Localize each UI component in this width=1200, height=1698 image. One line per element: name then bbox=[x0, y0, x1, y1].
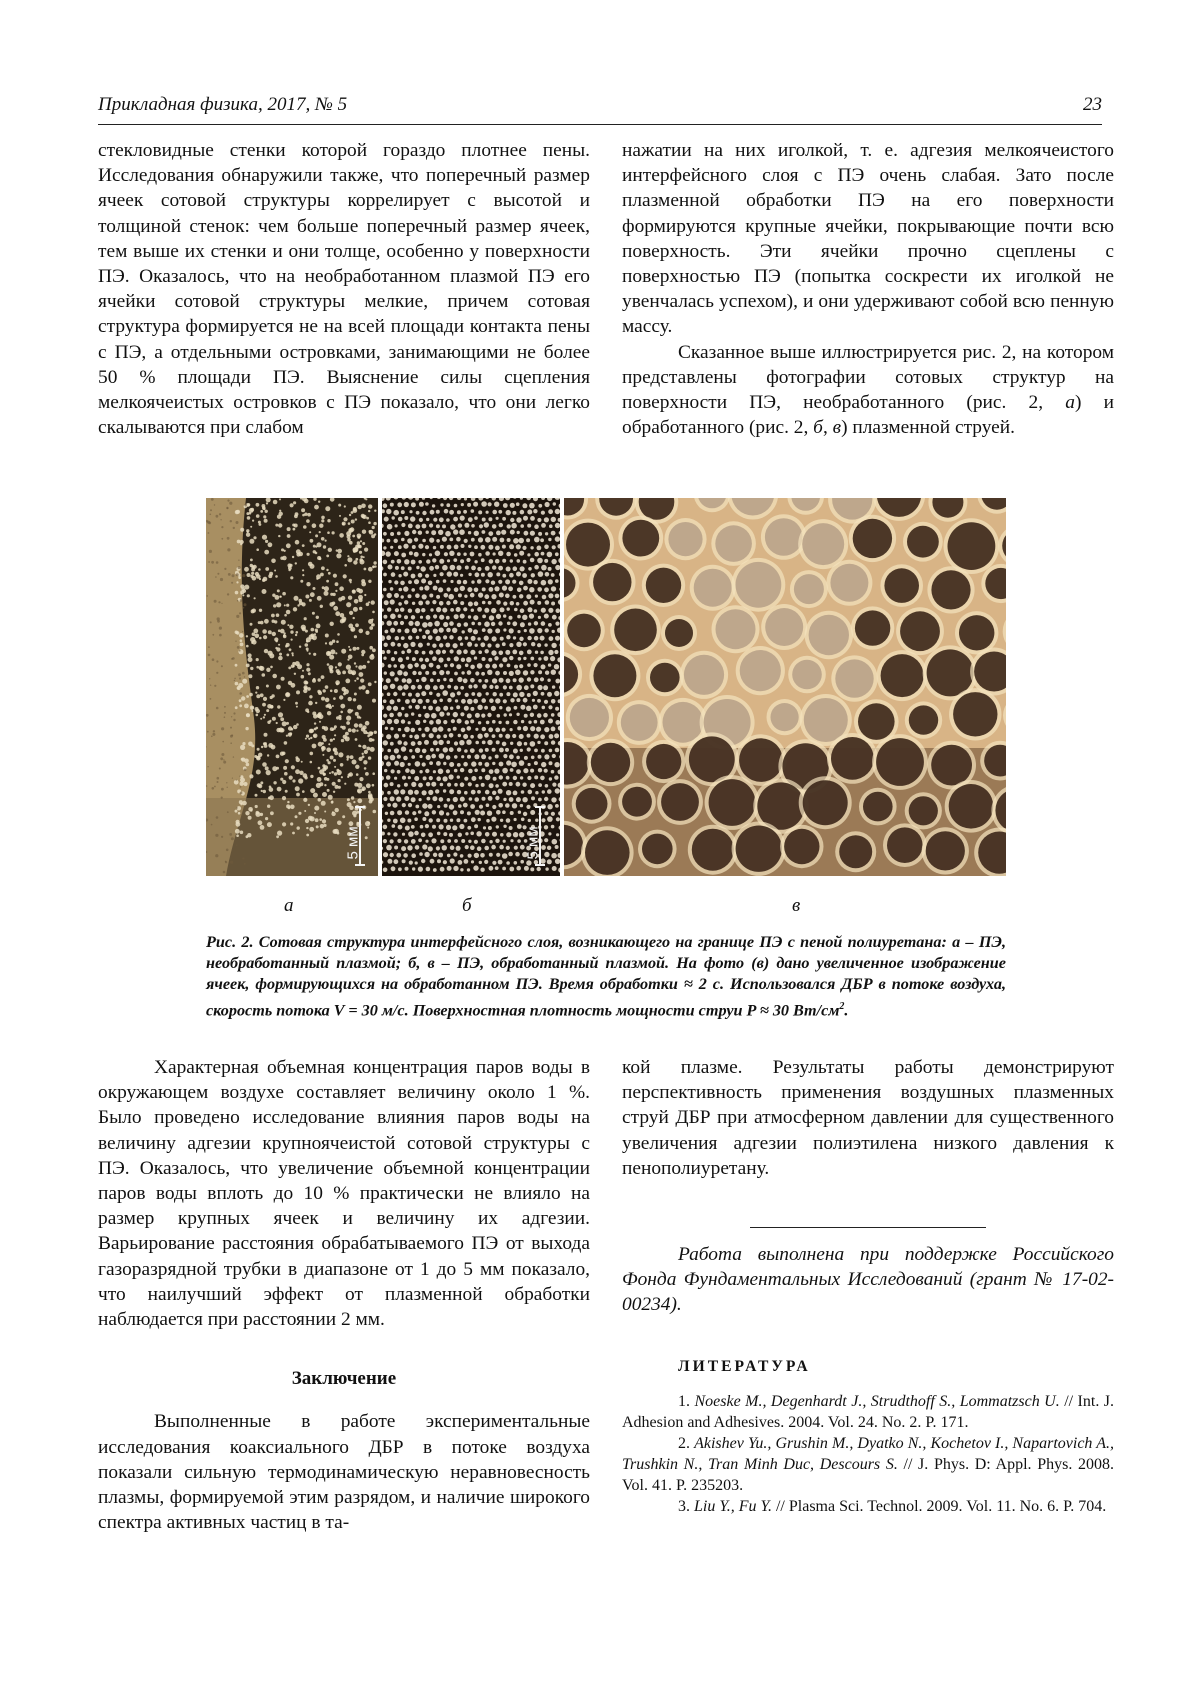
reference-source: // Plasma Sci. Technol. 2009. Vol. 11. No. 6. P. 704. bbox=[771, 1497, 1107, 1515]
reference-item bbox=[622, 1496, 1114, 1517]
scale-bar-label: 5 мм bbox=[524, 826, 542, 860]
acknowledgement: Работа выполнена при поддержке Российского Фонда Фундаментальных Исследований (грант № 17-02-00234). bbox=[622, 1244, 1114, 1316]
text-run: а bbox=[1065, 392, 1075, 414]
reference-source: // J. Phys. D: Appl. Phys. 2008. Vol. 41. P. 235203. bbox=[622, 1455, 1115, 1494]
figure-label-a: а bbox=[284, 895, 294, 916]
figure-caption bbox=[206, 932, 1006, 1021]
caption-superscript: 2 bbox=[839, 1000, 845, 1012]
journal-title: Прикладная физика, 2017, № 5 bbox=[98, 94, 348, 115]
reference-source: // Int. J. Adhesion and Adhesives. 2004. Vol. 24. No. 2. P. 171. bbox=[622, 1392, 1115, 1431]
caption-text: Рис. 2. Сотовая структура интерфейсного слоя, возникающего на границе ПЭ с пеной полиуретана: а – ПЭ, необработанный плазмой; б, в – ПЭ, обработанный плазмой. На фото (в) дано увеличенное изображение ячеек, формирующихся на обработанном ПЭ. Время обработки ≈ 2 с. Использовался ДБР в потоке воздуха, скорость потока V = 30 м/с. Поверхностная плотность мощности струи P ≈ 30 Вт/см bbox=[206, 933, 1006, 1019]
reference-list bbox=[622, 1391, 1114, 1517]
paragraph: Выполненные в работе экспериментальные исследования коаксиального ДБР в потоке воздуха показали сильную термодинамическую неравновесность плазмы, формируемой этим разрядом, и наличие широкого спектра активных частиц в та- bbox=[98, 1411, 590, 1534]
paragraph: Характерная объемная концентрация паров воды в окружающем воздухе составляет величину около 1 %. Было проведено исследование влияния паров воды на величину адгезии крупноячеистой сотовой структуры с ПЭ. Оказалось, что увеличение объемной концентрации паров воды вплоть до 10 % практически не влияло на размер крупных ячеек и величину их адгезии. Варьирование расстояния обрабатываемого ПЭ от выхода газоразрядной трубки в диапазоне от 1 до 5 мм показало, что наилучший эффект от плазменной обработки наблюдается при расстоянии 2 мм. bbox=[98, 1057, 590, 1331]
figure-label-b: б bbox=[462, 895, 472, 916]
caption-end: . bbox=[844, 1001, 849, 1019]
text-run: Сказанное выше иллюстрируется рис. 2, на котором представлены фотографии сотовых структур на поверхности ПЭ, необработанного (рис. 2, bbox=[622, 341, 1114, 414]
paragraph: стекловидные стенки которой гораздо плотнее пены. Исследования обнаружили также, что поперечный размер ячеек сотовой структуры коррелирует с высотой и толщиной стенок: чем больше поперечный размер ячеек, тем выше их стенки и они толще, особенно у поверхности ПЭ. Оказалось, что на необработанном плазмой ПЭ его ячейки сотовой структуры мелкие, причем сотовая структура формируется не на всей площади контакта пены с ПЭ, а отдельными островками, занимающими не более 50 % площади ПЭ. Выяснение силы сцепления мелкоячеистых островков с ПЭ показало, что они легко скалываются при слабом bbox=[98, 140, 590, 439]
text-run: в bbox=[832, 417, 842, 439]
text-run: ) и обработанного (рис. 2, bbox=[622, 392, 1114, 439]
reference-number: 2. bbox=[678, 1434, 695, 1452]
bottom-left-column bbox=[98, 1055, 590, 1535]
reference-authors: Akishev Yu., Grushin M., Dyatko N., Kochetov I., Napartovich A., Trushkin N., Tran Minh Duc, Descours S. bbox=[622, 1434, 1114, 1473]
reference-number: 3. bbox=[678, 1497, 694, 1515]
paragraph: нажатии на них иголкой, т. е. адгезия мелкоячеистого интерфейсного слоя с ПЭ очень слабая. Зато после плазменной обработки ПЭ на его поверхности формируются крупные ячейки, покрывающие почти всю поверхность. Эти ячейки прочно сцеплены с поверхностью ПЭ (попытка соскрести их иголкой не увенчалась успехом), и они удерживают собой всю пенную массу. bbox=[622, 140, 1114, 338]
text-run: б bbox=[813, 417, 823, 439]
section-title-conclusion: Заключение bbox=[291, 1368, 397, 1390]
literature-heading: ЛИТЕРАТУРА bbox=[678, 1357, 811, 1375]
reference-number: 1. bbox=[678, 1392, 695, 1410]
photo-c-texture bbox=[564, 498, 1006, 876]
paragraph bbox=[622, 340, 1114, 441]
page-number: 23 bbox=[1083, 94, 1102, 115]
bottom-right-column bbox=[622, 1055, 1114, 1517]
photo-panel-b bbox=[382, 498, 560, 876]
top-right-column bbox=[622, 138, 1114, 440]
reference-authors: Noeske M., Degenhardt J., Strudthoff S., Lommatzsch U. bbox=[694, 1392, 1060, 1410]
photo-panel-c bbox=[564, 498, 1006, 876]
reference-item bbox=[622, 1391, 1114, 1433]
figure-label-c: в bbox=[792, 895, 801, 916]
scale-bar-label: 5 мм bbox=[344, 826, 362, 860]
scale-bar bbox=[520, 804, 550, 868]
reference-authors: Liu Y., Fu Y. bbox=[694, 1497, 772, 1515]
paragraph: кой плазме. Результаты работы демонстрируют перспективность применения воздушных плазменных струй ДБР при атмосферном давлении для существенного увеличения адгезии полиэтилена низкого давления к пенополиуретану. bbox=[622, 1057, 1114, 1179]
running-header bbox=[98, 94, 1102, 125]
divider bbox=[750, 1227, 986, 1228]
figure-2 bbox=[206, 498, 1006, 878]
text-run: ) плазменной струей. bbox=[841, 417, 1015, 439]
top-left-column bbox=[98, 138, 590, 440]
reference-item bbox=[622, 1433, 1114, 1496]
text-run: , bbox=[822, 417, 833, 439]
scale-bar bbox=[340, 804, 370, 868]
photo-panel-a bbox=[206, 498, 378, 876]
